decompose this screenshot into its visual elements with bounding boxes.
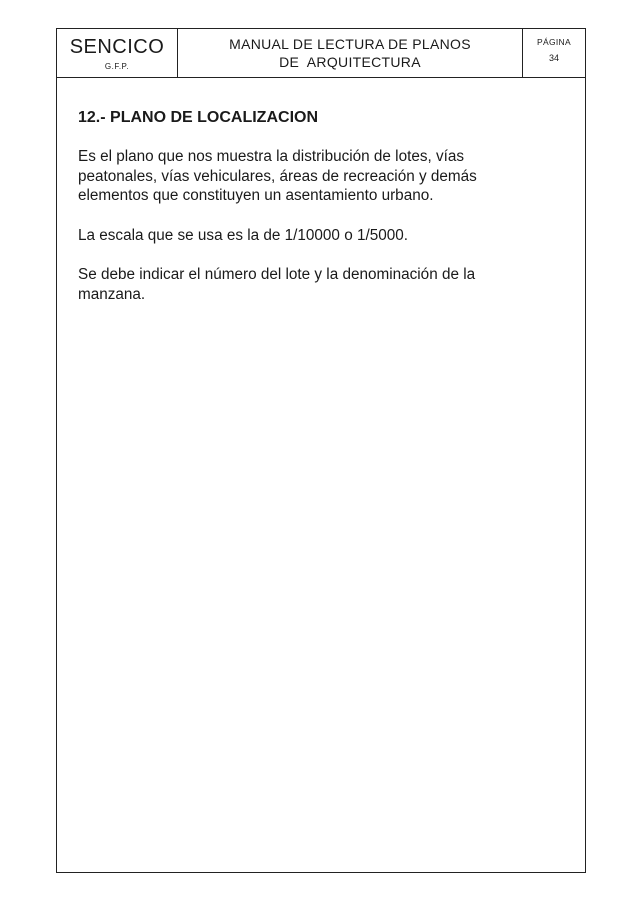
page-label: PÁGINA (537, 37, 571, 47)
organization-block (57, 29, 178, 77)
section-content (78, 108, 488, 324)
document-title-line2: DE ARQUITECTURA (279, 54, 421, 70)
page-number: 34 (548, 53, 559, 63)
organization-name: SENCICO (69, 35, 165, 58)
section-title: 12.- PLANO DE LOCALIZACION (78, 109, 319, 126)
paragraph-scale: La escala que se usa es la de 1/10000 o 1/5000. (78, 226, 408, 244)
organization-unit: G.F.P. (104, 61, 130, 71)
document-title-block (178, 29, 523, 77)
paragraph-description: Es el plano que nos muestra la distribución de lotes, vías peatonales, vías vehiculares, áreas de recreación y demás elementos que constituyen un asentamiento urbano. (78, 148, 477, 204)
paragraph-indication: Se debe indicar el número del lote y la denominación de la manzana. (78, 266, 476, 303)
page-number-block (523, 29, 585, 77)
page-header (57, 29, 585, 78)
document-title-line1: MANUAL DE LECTURA DE PLANOS (229, 36, 471, 52)
